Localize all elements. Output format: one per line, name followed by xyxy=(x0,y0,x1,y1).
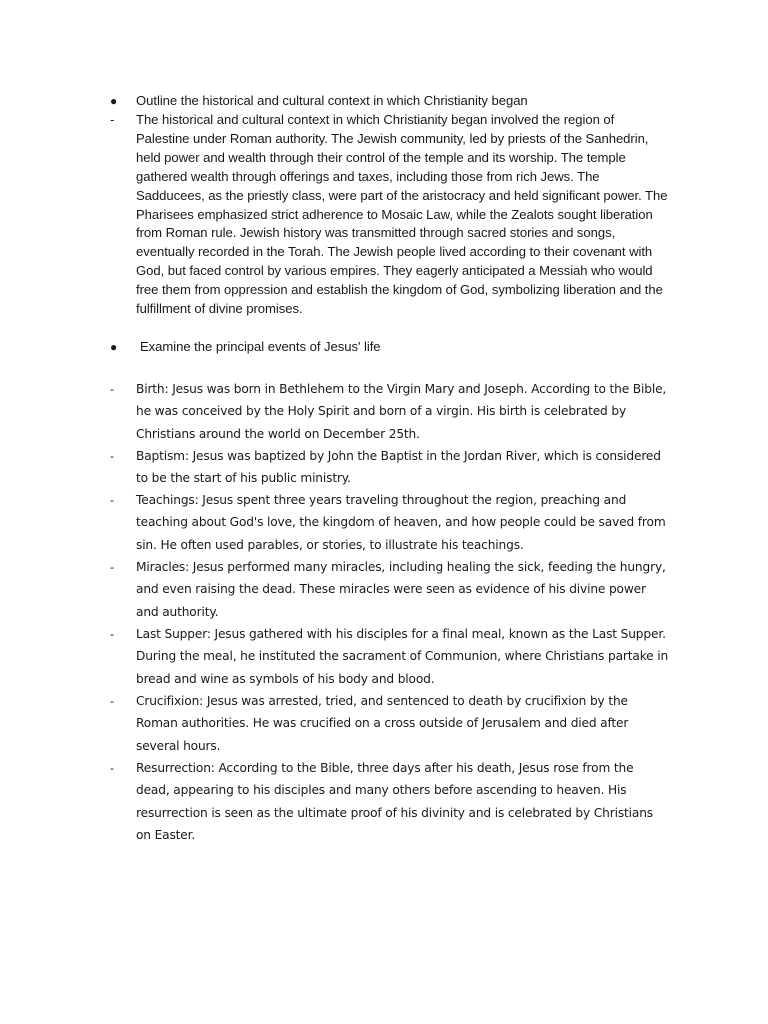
dash-marker: - xyxy=(110,449,114,463)
section1-heading-text: Outline the historical and cultural context in which Christianity began xyxy=(136,93,528,108)
event-baptism xyxy=(110,445,670,490)
dash-marker: - xyxy=(110,560,114,574)
dash-marker: - xyxy=(110,694,114,708)
event-miracles xyxy=(110,556,670,623)
event-text: Birth: Jesus was born in Bethlehem to the Virgin Mary and Joseph. According to the Bible, he was conceived by the Holy Spirit and born of a virgin. His birth is celebrated by Christians around the world on December 25th. xyxy=(136,382,667,441)
section2-heading-text: Examine the principal events of Jesus' life xyxy=(140,339,381,354)
section2-heading xyxy=(110,338,670,357)
event-text: Resurrection: According to the Bible, three days after his death, Jesus rose from the dead, appearing to his disciples and many others before ascending to heaven. His resurrection is seen as the ultimate proof of his divinity and is celebrated by Christians on Easter. xyxy=(136,761,653,842)
dash-marker: - xyxy=(110,493,114,507)
event-text: Baptism: Jesus was baptized by John the Baptist in the Jordan River, which is considered to be the start of his public ministry. xyxy=(136,449,661,486)
dash-marker: - xyxy=(110,382,114,396)
section1-heading xyxy=(110,92,670,111)
dash-marker: - xyxy=(110,627,114,641)
section1-answer xyxy=(110,111,670,319)
event-last-supper xyxy=(110,623,670,690)
event-text: Last Supper: Jesus gathered with his disciples for a final meal, known as the Last Supper. During the meal, he instituted the sacrament of Communion, where Christians partake in bread and wine as symbols of his body and blood. xyxy=(136,627,669,686)
dash-marker: - xyxy=(110,761,114,775)
event-text: Miracles: Jesus performed many miracles, including healing the sick, feeding the hungry, and even raising the dead. These miracles were seen as evidence of his divine power and authority. xyxy=(136,560,666,619)
bullet-marker: ● xyxy=(110,340,118,354)
event-crucifixion xyxy=(110,690,670,757)
dash-marker: - xyxy=(110,112,115,127)
bullet-marker: ● xyxy=(110,94,118,108)
event-text: Crucifixion: Jesus was arrested, tried, and sentenced to death by crucifixion by the Roman authorities. He was crucified on a cross outside of Jerusalem and died after several hours. xyxy=(136,694,629,753)
section1-paragraph: The historical and cultural context in which Christianity began involved the region of Palestine under Roman authority. The Jewish community, led by priests of the Sanhedrin, held power and wealth through their control of the temple and its worship. The temple gathered wealth through offerings and taxes, including those from rich Jews. The Sadducees, as the priestly class, were part of the aristocracy and held significant power. The Pharisees emphasized strict adherence to Mosaic Law, while the Zealots sought liberation from Roman rule. Jewish history was transmitted through sacred stories and songs, eventually recorded in the Torah. The Jewish people lived according to their covenant with God, but faced control by various empires. They eagerly anticipated a Messiah who would free them from oppression and establish the kingdom of God, symbolizing liberation and the fulfillment of divine promises. xyxy=(136,112,668,317)
event-teachings xyxy=(110,489,670,556)
event-birth xyxy=(110,378,670,445)
event-resurrection xyxy=(110,757,670,846)
event-text: Teachings: Jesus spent three years traveling throughout the region, preaching and teaching about God's love, the kingdom of heaven, and how people could be saved from sin. He often used parables, or stories, to illustrate his teachings. xyxy=(136,493,666,552)
